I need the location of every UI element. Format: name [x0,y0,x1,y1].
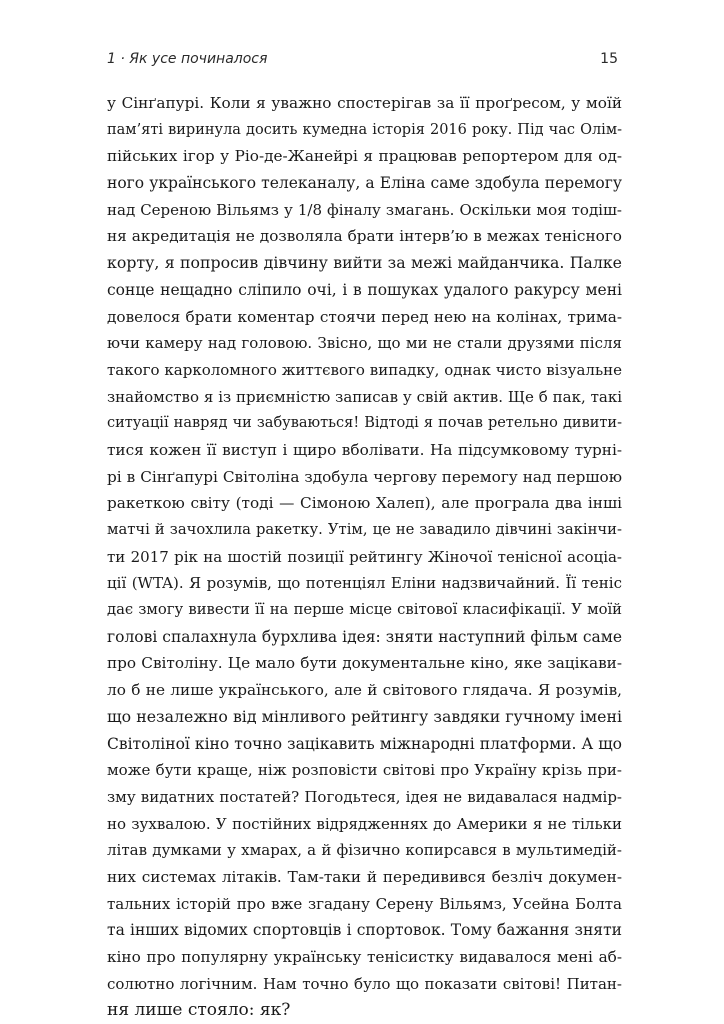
text-line: пам’яті виринула досить кумедна історія 2016 року. Під час Олім- [107,121,622,138]
text-line: ситуації навряд чи забуваються! Відтоді я почав ретельно дивити- [107,415,622,432]
text-line: ного українського телеканалу, а Еліна саме здобула перемогу [107,174,622,193]
text-line: ракеткою світу (тоді — Сімоною Халеп), але програла два інші [107,494,622,513]
text-line: такого карколомного життєвого випадку, однак чисто візуальне [107,360,622,379]
text-line: довелося брати коментар стоячи перед нею на колінах, трима- [107,307,622,326]
text-line: та інших відомих спортовців і спортовок. Тому бажання зняти [107,921,622,940]
text-line: сонце нещадно сліпило очі, і в пошуках удалого ракурсу мені [107,280,622,299]
text-line: ня акредитація не дозволяла брати інтерв’ю в межах тенісного [107,227,622,246]
text-line: но зухвалою. У постійних відрядженнях до Америки я не тільки [107,814,622,833]
text-line: дає змогу вивести її на перше місце світової класифікації. У моїй [107,601,622,619]
text-line: ючи камеру над головою. Звісно, що ми не стали друзями після [107,334,622,353]
text-line: солютно логічним. Нам точно було що показати світові! Питан- [107,974,622,993]
body-text [107,90,622,1024]
text-line: що незалежно від мінливого рейтингу завдяки гучному імені [107,706,622,726]
text-line: літав думками у хмарах, а й фізично копирсався в мультимедій- [107,841,622,860]
text-line: Світоліної кіно точно зацікавить міжнародні платформи. А що [107,734,622,753]
text-line: ня лише стояло: як? [107,1000,291,1021]
text-line: голові спалахнула бурхлива ідея: зняти наступний фільм саме [107,627,622,646]
text-line: рі в Сінґапурі Світоліна здобула чергову перемогу над першою [107,467,622,486]
text-line: матчі й зачохлила ракетку. Утім, це не завадило дівчині закінчи- [107,521,622,538]
text-line: може бути краще, ніж розповісти світові про Україну крізь при- [107,761,622,780]
running-head [107,51,618,75]
text-line: знайомство я із приємністю записав у свій актив. Ще б пак, такі [107,387,622,406]
chapter-number: 1 [107,51,116,67]
text-line: у Сінґапурі. Коли я уважно спостерігав за її проґресом, у моїй [107,94,622,112]
text-line: кіно про популярну українську тенісистку видавалося мені аб- [107,948,622,966]
text-line: тальних історій про вже згадану Серену Вільямз, Усейна Болта [107,894,622,913]
text-line: над Сереною Вільямз у 1/8 фіналу змагань. Оскільки моя тодіш- [107,200,622,219]
text-line: ції (WTA). Я розумів, що потенціял Еліни надзвичайний. Її теніс [107,574,622,593]
text-line: тися кожен її виступ і щиро вболівати. На підсумковому турні- [107,440,622,459]
text-line: них системах літаків. Там-таки й передивився безліч докумен- [107,867,622,886]
page-number: 15 [600,51,618,67]
text-line: пійських ігор у Ріо-де-Жанейрі я працював репортером для од- [107,147,622,166]
chapter-heading [107,51,267,67]
text-line: про Світоліну. Це мало бути документальне кіно, яке зацікави- [107,654,622,673]
chapter-title: Як усе починалося [129,51,268,67]
text-line: ло б не лише українського, але й світового глядача. Я розумів, [107,681,622,700]
text-line: ти 2017 рік на шостій позиції рейтингу Жіночої тенісної асоціа- [107,547,622,566]
text-line: зму видатних постатей? Погодьтеся, ідея не видавалася надмір- [107,787,622,806]
text-line: корту, я попросив дівчину вийти за межі майданчика. Палке [107,253,622,273]
header-separator: · [120,51,125,67]
